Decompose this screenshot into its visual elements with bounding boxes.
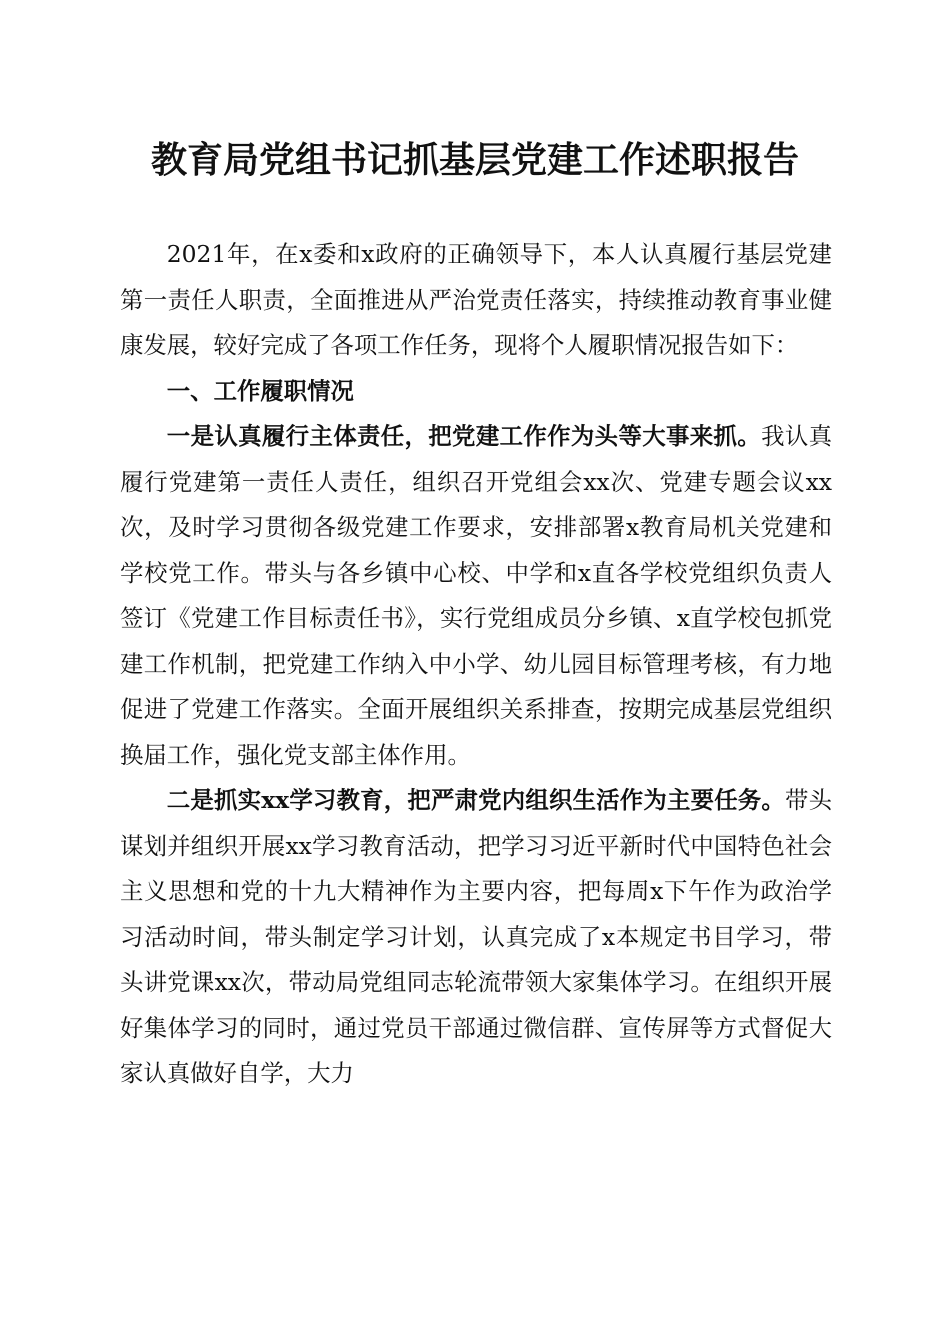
paragraph-1-lead: 一是认真履行主体责任，把党建工作作为头等大事来抓。 [166, 422, 762, 450]
section-heading: 一、工作履职情况 [166, 376, 354, 405]
intro-paragraph: 2021年，在x委和x政府的正确领导下，本人认真履行基层党建第一责任人职责，全面推进从严治党责任落实，持续推动教育事业健康发展，较好完成了各项工作任务，现将个人履职情况报告如下： [120, 240, 832, 359]
paragraph-2-lead: 二是抓实xx学习教育，把严肃党内组织生活作为主要任务。 [166, 786, 786, 814]
paragraph-2 [120, 778, 832, 1097]
paragraph-1-body: 我认真履行党建第一责任人责任，组织召开党组会xx次、党建专题会议xx次，及时学习贯彻各级党建工作要求，安排部署x教育局机关党建和学校党工作。带头与各乡镇中心校、中学和x直各学校党组织负责人签订《党建工作目标责任书》，实行党组成员分乡镇、x直学校包抓党建工作机制，把党建工作纳入中小学、幼儿园目标管理考核，有力地促进了党建工作落实。全面开展组织关系排查，按期完成基层党组织换届工作，强化党支部主体作用。 [120, 422, 833, 769]
paragraph-2-body: 带头谋划并组织开展xx学习教育活动，把学习习近平新时代中国特色社会主义思想和党的十九大精神作为主要内容，把每周x下午作为政治学习活动时间，带头制定学习计划，认真完成了x本规定书目学习，带头讲党课xx次，带动局党组同志轮流带领大家集体学习。在组织开展好集体学习的同时，通过党员干部通过微信群、宣传屏等方式督促大家认真做好自学，大力 [120, 786, 833, 1087]
paragraph-1 [120, 414, 832, 778]
document-body [120, 232, 832, 1097]
document-title: 教育局党组书记抓基层党建工作述职报告 [150, 139, 799, 181]
